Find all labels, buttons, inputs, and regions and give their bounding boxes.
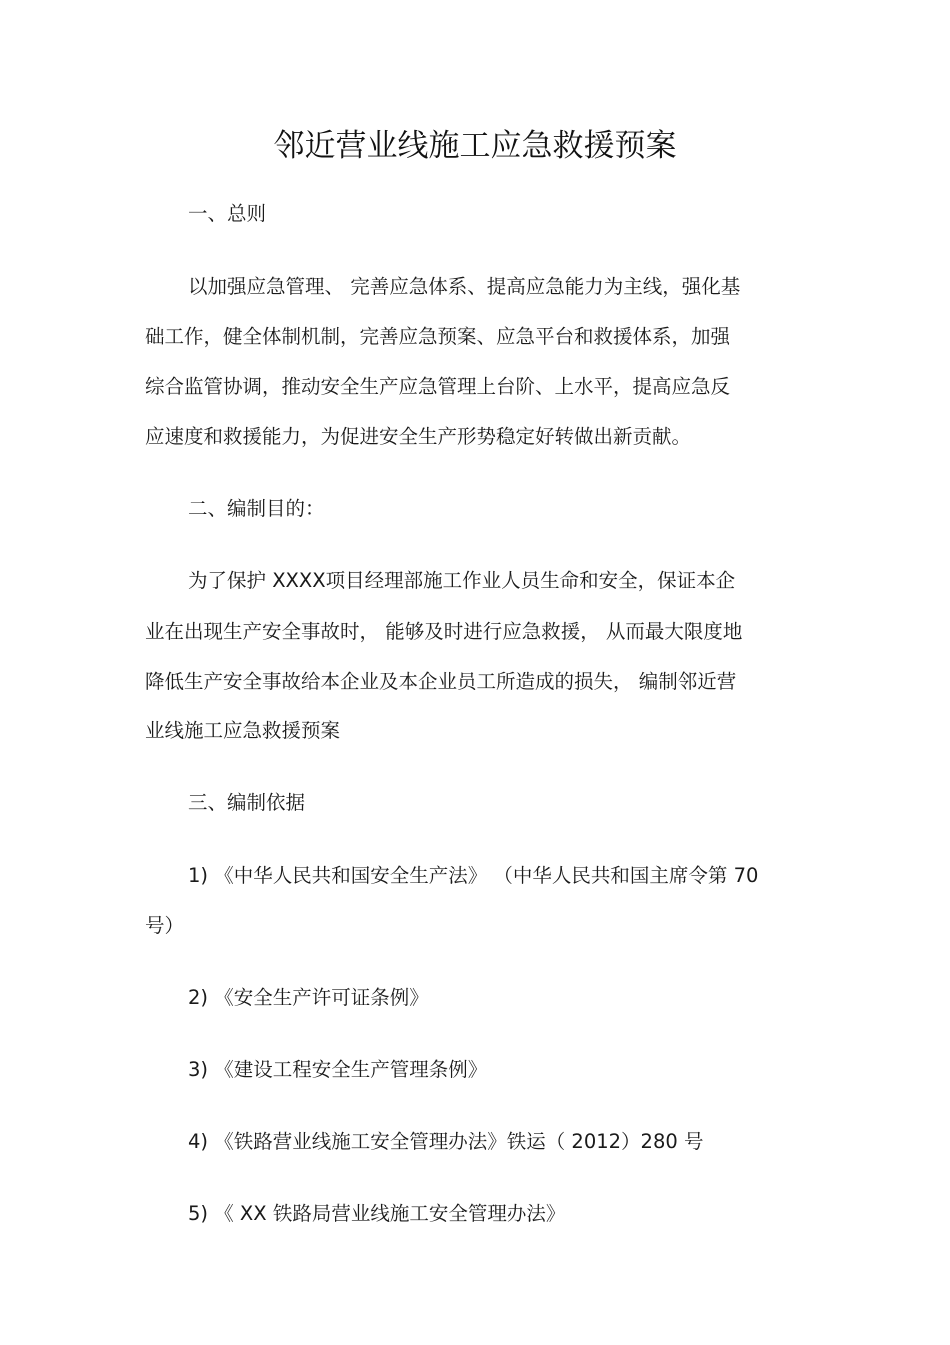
basis-item-1: 1) 《中华人民共和国安全生产法》 （中华人民共和国主席令第 70 [188,864,759,887]
paragraph-line: 以加强应急管理、 完善应急体系、提高应急能力为主线，强化基 [188,275,741,298]
basis-item-4: 4) 《铁路营业线施工安全管理办法》铁运（ 2012）280 号 [188,1130,704,1153]
paragraph-line: 础工作，健全体制机制，完善应急预案、应急平台和救援体系，加强 [145,325,731,348]
basis-item-2: 2) 《安全生产许可证条例》 [188,986,429,1009]
document-title: 邻近营业线施工应急救援预案 [273,128,677,164]
paragraph-line: 业线施工应急救援预案 [145,719,341,742]
basis-item-5: 5) 《 XX 铁路局营业线施工安全管理办法》 [188,1202,566,1225]
paragraph-line: 降低生产安全事故给本企业及本企业员工所造成的损失， 编制邻近营 [145,670,737,693]
section-heading-basis: 三、编制依据 [188,791,306,814]
paragraph-line: 综合监管协调，推动安全生产应急管理上台阶、上水平，提高应急反 [145,375,731,398]
paragraph-line: 应速度和救援能力，为促进安全生产形势稳定好转做出新贡献。 [145,425,692,448]
paragraph-line: 为了保护 XXXX项目经理部施工作业人员生命和安全，保证本企 [188,569,736,592]
section-heading-purpose: 二、编制目的： [188,497,325,520]
basis-item-1-continued: 号） [145,914,185,937]
paragraph-line: 业在出现生产安全事故时， 能够及时进行应急救援， 从而最大限度地 [145,620,743,643]
basis-item-3: 3) 《建设工程安全生产管理条例》 [188,1058,488,1081]
section-heading-general: 一、总则 [188,202,267,225]
